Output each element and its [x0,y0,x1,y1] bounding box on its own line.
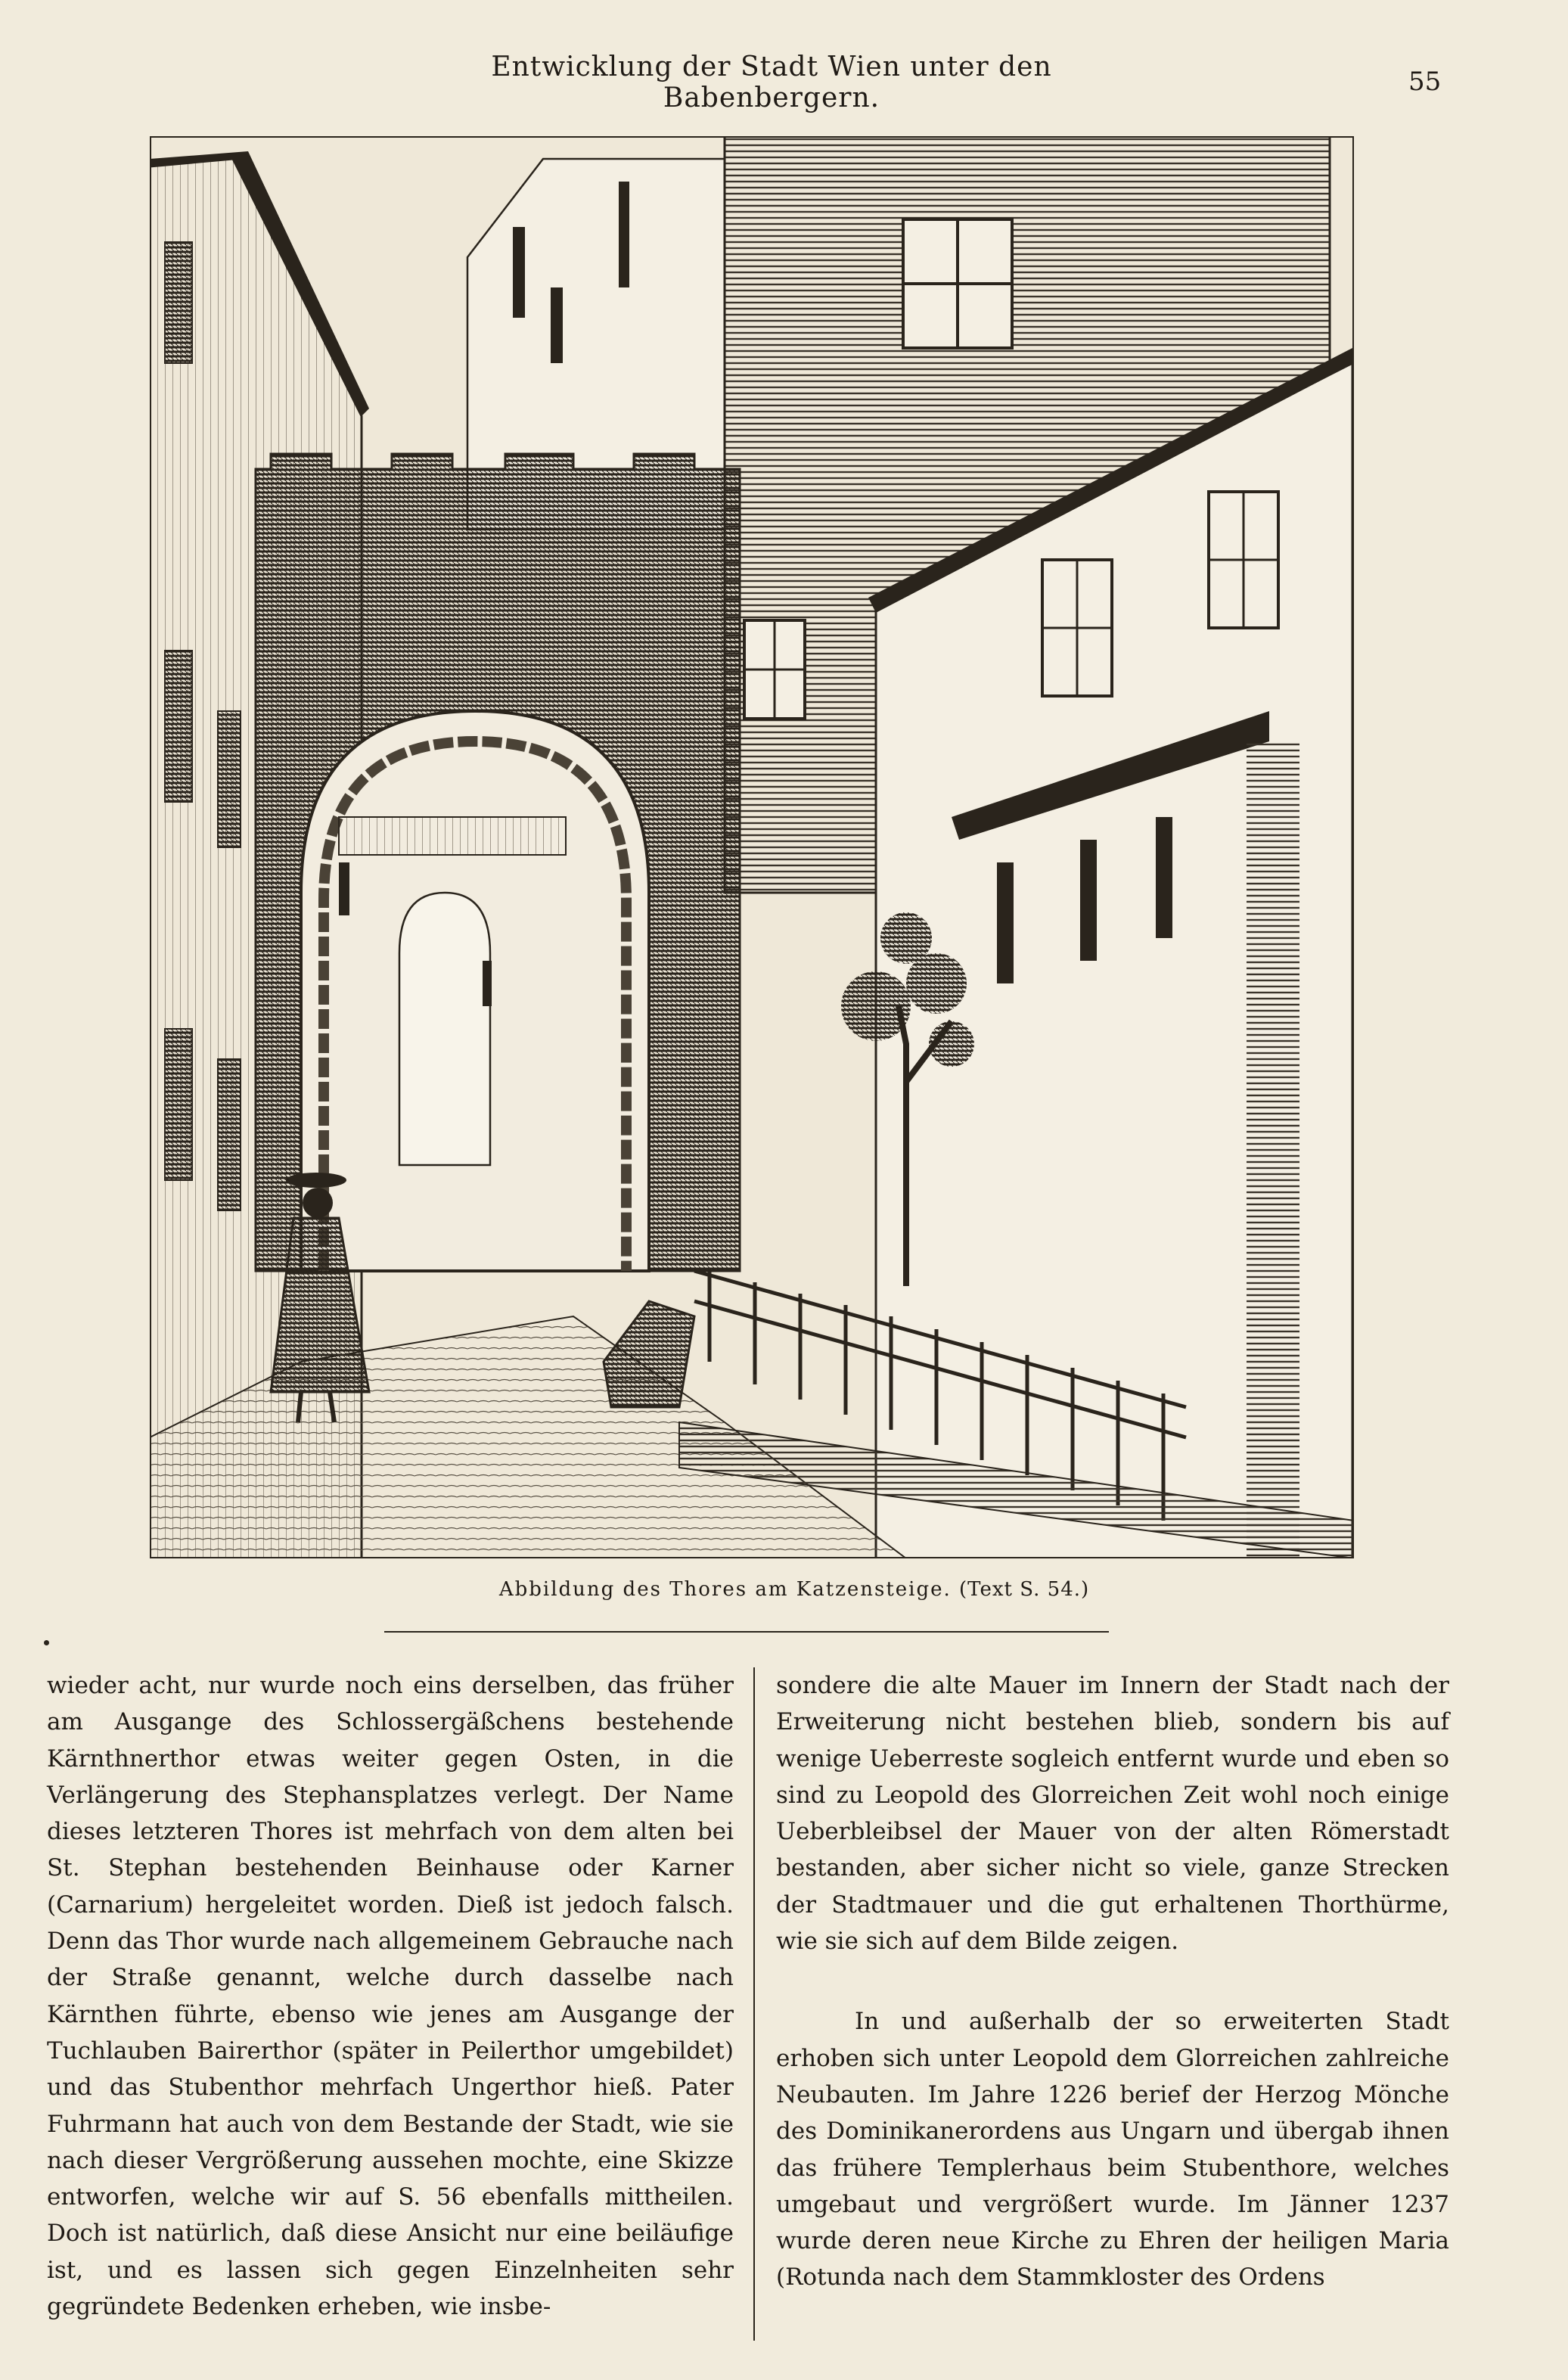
left-column-text: wieder acht, nur wurde noch eins derselben, das früher am Ausgange des Schlossergäßchens bestehende Kärnthnerthor etwas weiter gegen Osten, in die Verlängerung des Stephansplatzes verlegt. Der Name dieses letzteren Thores ist mehrfach von dem alten bei St. Stephan bestehenden Beinhause oder Karner (Carnarium) hergeleitet worden. Dieß ist jedoch falsch. Denn das Thor wurde nach allgemeinem Gebrauche nach der Straße genannt, welche durch dasselbe nach Kärnthen führte, ebenso wie jenes am Ausgange der Tuchlauben Bairerthor (später in Peilerthor umgebildet) und das Stubenthor mehrfach Ungerthor hieß. Pater Fuhrmann hat auch von dem Bestande der Stadt, wie sie nach dieser Vergrößerung aussehen mochte, eine Skizze entworfen, welche wir auf S. 56 ebenfalls mittheilen. Doch ist natürlich, daß diese Ansicht nur eine beiläufige ist, und es lassen sich gegen Einzelnheiten sehr gegründete Bedenken erheben, wie insbe- [47,1672,734,2321]
right-column-paragraph-1: sondere die alte Mauer im Innern der Stadt nach der Erweiterung nicht bestehen blieb, sondern bis auf wenige Ueberreste sogleich entfernt wurde und eben so sind zu Leopold des Glorreichen Zeit wohl noch einige Ueberbleibsel der Mauer von der alten Römerstadt bestanden, aber sicher nicht so viele, ganze Strecken der Stadtmauer und die gut erhaltenen Thorthürme, wie sie sich auf dem Bilde zeigen. [776,1672,1449,1956]
caption-rule [384,1631,1109,1633]
caption-reference: (Text S. 54.) [959,1578,1090,1601]
caption-title: Abbildung des Thores am Katzensteige. [498,1578,952,1601]
engraving-illustration [150,136,1354,1558]
margin-mark [44,1640,49,1645]
column-divider [753,1667,755,2341]
gate-engraving [150,136,1354,1558]
right-column [776,1667,1449,2296]
right-column-paragraph-2: In und außerhalb der so erweiterten Stadt erhoben sich unter Leopold dem Glorreichen zahlreiche Neubauten. Im Jahre 1226 berief der Herzog Mönche des Dominikanerordens aus Ungarn und übergab ihnen das frühere Templerhaus beim Stubenthore, welches umgebaut und vergrößert wurde. Im Jänner 1237 wurde deren neue Kirche zu Ehren der heiligen Maria (Rotunda nach dem Stammkloster des Ordens [776,2008,1449,2291]
left-column [47,1667,734,2325]
figure-caption [378,1578,1210,1601]
page-number: 55 [1408,67,1442,97]
running-title: Entwicklung der Stadt Wien unter den Babenbergern. [491,51,1052,113]
